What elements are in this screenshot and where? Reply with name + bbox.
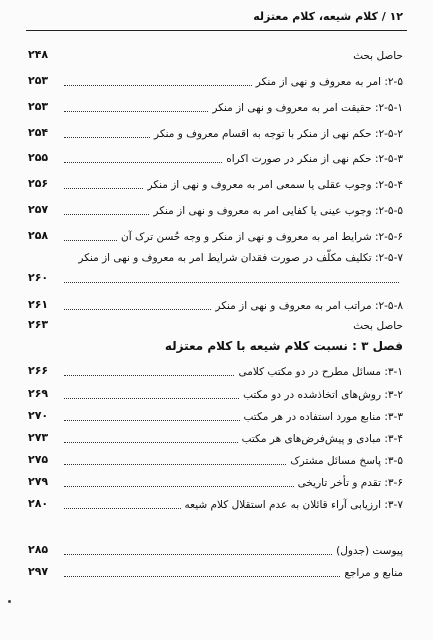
running-header: ۱۲ / کلام شیعه، کلام معتزله (253, 10, 403, 23)
toc-entry (60, 295, 403, 313)
toc-page-number: ۲۵۸ (28, 229, 49, 242)
toc-entry-label: ۳-۴: مبادی و پیش‌فرض‌های هر مکتب (241, 433, 403, 445)
toc-entry-label: ۳-۱: مسائل مطرح در دو مکتب کلامی (238, 366, 403, 378)
toc-entry-label-wrapped: ۲-۵-۷: تکلیف مکلّف در صورت فقدان شرایط امر به معروف و نهی از منکر (78, 252, 403, 264)
toc-page-number: ۲۷۰ (28, 409, 49, 422)
toc-entry-label: ۲-۵-۶: شرایط امر به معروف و نهی از منکر و وجه حُسن ترک آن (121, 231, 403, 243)
toc-entry (60, 71, 403, 89)
toc-entry (60, 540, 403, 558)
leader (64, 136, 150, 138)
toc-page-number: ۲۵۶ (28, 177, 49, 190)
toc-entry (60, 315, 403, 333)
leader (64, 553, 332, 555)
toc-page-number: ۲۶۶ (28, 364, 49, 377)
toc-entry (60, 562, 403, 580)
chapter-heading: فصل ۳ : نسبت کلام شیعه با کلام معتزله (164, 339, 403, 353)
leader (64, 161, 222, 163)
toc-page-number: ۲۵۴ (28, 126, 49, 139)
toc-entry (60, 361, 403, 379)
toc-entry-label: حاصل بحث (353, 50, 403, 62)
toc-entry (60, 450, 403, 468)
leader (64, 213, 149, 215)
toc-entry (60, 200, 403, 218)
toc-entry-label: حاصل بحث (353, 320, 403, 332)
toc-entry-label: ۲-۵-۴: وجوب عقلی یا سمعی امر به معروف و نهی از منکر (147, 179, 403, 191)
toc-page-number: ۲۸۵ (28, 543, 49, 556)
leader (64, 308, 211, 310)
toc-page-number: ۲۵۵ (28, 151, 49, 164)
toc-page-number: ۲۵۷ (28, 203, 49, 216)
toc-page-number: ۲۷۳ (28, 431, 49, 444)
toc-page-number: ۲۷۵ (28, 453, 49, 466)
toc-entry (60, 472, 403, 490)
leader (64, 239, 117, 241)
toc-page-number: ۲۶۹ (28, 387, 49, 400)
leader (64, 374, 234, 376)
toc-page-number: ۲۴۸ (28, 48, 49, 61)
scan-speck (8, 600, 11, 603)
toc-entry (60, 494, 403, 512)
toc-entry-label: ۳-۷: ارزیابی آراء قائلان به عدم استقلال کلام شیعه (184, 499, 403, 511)
leader (64, 329, 349, 330)
toc-entry-label: ۲-۵-۸: مراتب امر به معروف و نهی از منکر (215, 300, 403, 312)
toc-page-number: ۲۶۱ (28, 298, 49, 311)
toc-entry (60, 406, 403, 424)
toc-entry (60, 97, 403, 115)
leader (64, 441, 238, 443)
toc-page-number: ۲۵۳ (28, 74, 49, 87)
toc-entry (60, 226, 403, 244)
toc-page-number: ۲۵۳ (28, 100, 49, 113)
toc-entry (60, 148, 403, 166)
toc-entry-label: ۳-۶: تقدم و تأخر تاریخی (297, 477, 403, 489)
toc-entry-label: ۲-۵-۲: حکم نهی از منکر با توجه به اقسام معروف و منکر (154, 128, 403, 140)
toc-entry-label: ۲-۵-۳: حکم نهی از منکر در صورت اکراه (226, 153, 403, 165)
toc-page-number: ۲۹۷ (28, 565, 49, 578)
toc-entry-label: منابع و مراجع (344, 567, 403, 579)
leader (64, 485, 294, 487)
toc-page-number: ۲۶۳ (28, 318, 49, 331)
toc-entry-label: ۳-۲: روش‌های اتخاذشده در دو مکتب (243, 389, 403, 401)
leader (64, 397, 239, 399)
toc-entry (60, 45, 403, 63)
leader (64, 187, 143, 189)
toc-entry (60, 174, 403, 192)
toc-page-number: ۲۶۰ (28, 271, 49, 284)
toc-entry-label: ۳-۳: منابع مورد استفاده در هر مکتب (243, 411, 403, 423)
toc-entry-continuation (60, 268, 403, 286)
header-rule (26, 30, 407, 31)
toc-entry-label: ۲-۵-۱: حقیقت امر به معروف و نهی از منکر (212, 102, 403, 114)
toc-entry-label: ۲-۵-۵: وجوب عینی یا کفایی امر به معروف و نهی از منکر (153, 205, 403, 217)
toc-entry-label: پیوست (جدول) (336, 545, 403, 557)
leader (64, 59, 349, 60)
leader (64, 463, 286, 465)
toc-entry (60, 384, 403, 402)
toc-entry-label: ۲-۵: امر به معروف و نهی از منکر (255, 76, 403, 88)
leader (64, 575, 340, 577)
toc-entry (60, 428, 403, 446)
toc-page-number: ۲۸۰ (28, 497, 49, 510)
leader (64, 507, 181, 509)
toc-page-number: ۲۷۹ (28, 475, 49, 488)
leader (64, 84, 252, 86)
toc-entry (60, 123, 403, 141)
leader (64, 419, 240, 421)
toc-entry-label: ۳-۵: پاسخ مسائل مشترک (290, 455, 403, 467)
leader (64, 281, 399, 283)
leader (64, 110, 208, 112)
